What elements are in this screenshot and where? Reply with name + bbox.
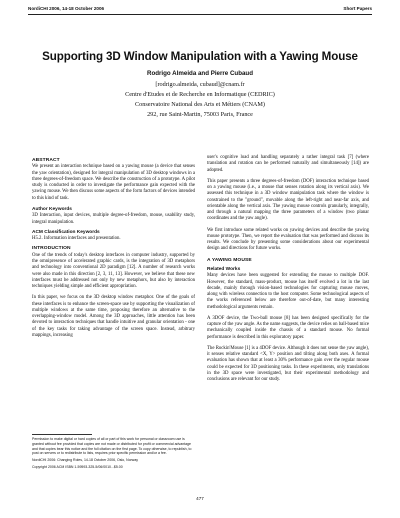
copyright-line: Copyright 2006 ACM ISBN 1-59593-325-5/06/0010...$5.00 bbox=[32, 464, 123, 469]
paper-title: Supporting 3D Window Manipulation with a Yawing Mouse bbox=[42, 50, 358, 63]
abstract-heading: ABSTRACT bbox=[32, 158, 60, 163]
introduction-paragraph-2: In this paper, we focus on the 3D desktop window metaphor. One of the goals of these interfaces is to enhance the screen-space use by supporting the visualization of multiple windows at the same time, proposing therefore an alternative to the overlapping-window model. Among the 3D approaches, little attention has been devoted to interaction techniques that handle intuitive and granular orientation - one of the key tasks for taking advantage of the screen space. Instead, arbitrary mappings, increasing bbox=[32, 295, 195, 338]
header-section: Short Papers bbox=[343, 6, 372, 11]
keywords-heading: Author Keywords bbox=[32, 206, 72, 212]
right-paragraph-3: We first introduce some related works on yawing devices and describe the yawing mouse prototype. Then, we report the evaluation that was performed and discuss its results. We conclude by presenting some considerations about our experimental design and directions for future works. bbox=[207, 227, 369, 252]
yawing-mouse-heading: A YAWING MOUSE bbox=[207, 257, 252, 263]
right-paragraph-2: This paper presents a three degrees-of-freedom (DOF) interaction technique based on a yawing mouse (i.e., a mouse that senses rotation along its vertical axis). We assessed this technique in a 3D window manipulation task where the window is constrained to the "ground", movable along the left-right and near-far axis, and orientable along the vertical axis. The yawing mouse controls granularly, integrally, and through a natural mapping the three parameters of a window (two planar coordinates and the yaw angle). bbox=[207, 178, 369, 222]
acm-text: H5.2. Information interfaces and presentation. bbox=[32, 236, 121, 242]
permission-notice bbox=[32, 434, 195, 472]
paper-authors: Rodrigo Almeida and Pierre Cubaud bbox=[146, 70, 253, 77]
affiliation-address: 292, rue Saint-Martin, 75003 Paris, France bbox=[147, 111, 253, 118]
acm-heading: ACM Classification Keywords bbox=[32, 229, 100, 235]
affiliation-lab: Centre d'Etudes et de Recherche en Informatique (CEDRIC) bbox=[125, 91, 275, 98]
introduction-heading: INTRODUCTION bbox=[32, 246, 71, 252]
related-works-paragraph-3: The Rockin'Mouse [1] is a 4DOF device. Although it does not sense the yaw angle), it senses relative standard <X, Y> position and tilting along both axes. A formal evaluation has shown that at least a 30% performance gain over the regular mouse could be expected for 3D positioning tasks. In these experiments, only translations in the 3D space were investigated, but their experimental methodology and conclusions are relevant for our study. bbox=[207, 345, 369, 383]
permission-text: Permission to make digital or hard copies of all or part of this work for personal or classroom use is granted without fee provided that copies are not made or distributed for profit or commercial advantage and that copies bear this notice and the full citation on the first page. To copy otherwise, to republish, to post on servers or to redistribute to lists, requires prior specific permission and/or a fee. bbox=[32, 437, 192, 456]
right-column bbox=[207, 155, 369, 388]
introduction-paragraph-1: One of the trends of today's desktop interfaces in computer industry, supported by the omnipresence of accelerated graphic cards, is the integration of 3D metaphors and technology into conventional 2D paradigm [12]. A number of research works were also made in this direction [2, 3, 11, 13]. However, we believe that these new interfaces must be addressed not only by new metaphors, but also by interaction techniques yielding simple and efficient appropriation. bbox=[32, 252, 195, 290]
affiliation-institution: Conservatoire National des Arts et Métiers (CNAM) bbox=[135, 101, 265, 108]
running-header bbox=[28, 6, 372, 11]
related-works-paragraph-2: A 3DOF device, the Two-ball mouse [8] has been designed specifically for the capture of the yaw angle. As the name suggests, the device relies on ball-based mice mechanically coupled inside the chassis of a standard mouse. No formal performance is described in this exploratory paper. bbox=[207, 315, 369, 340]
header-rule bbox=[28, 14, 372, 15]
abstract-text: We present an interaction technique based on a yawing mouse (a device that senses the yaw orientation), designed for integral manipulation of 3D desktop windows in a three degrees-of-freedom space. We describe the construction of a prototype. A pilot study is conducted in order to investigate the performance gain expected with the yawing mouse. We then discuss some aspects of the form factors of devices intended to this kind of task. bbox=[32, 164, 195, 201]
header-venue: NordiCHI 2006, 14-18 October 2006 bbox=[28, 6, 105, 11]
related-works-heading: Related Works bbox=[207, 266, 241, 272]
related-works-paragraph-1: Many devices have been suggested for extending the mouse to multiple DOF. However, the standard, mass-product, mouse has itself evolved a lot in the last decade, mainly through vision-based technologies for capturing mouse moves, along with wireless connection to the host computer. Some technological aspects of the works referenced below are therefore out-of-date, but many interesting methodological arguments remain. bbox=[207, 273, 369, 310]
keywords-text: 3D Interaction, input devices, multiple degree-of-freedom, mouse, usability study, integral manipulation. bbox=[32, 213, 195, 225]
left-column bbox=[32, 155, 195, 344]
right-paragraph-1: user's cognitive load and handling separately a rather integral task [7] (where translation and rotation can be performed naturally and simultaneously [14]) are adopted. bbox=[207, 155, 369, 173]
permission-rule bbox=[32, 434, 92, 435]
conference-venue: NordiCHI 2006: Changing Roles, 14-18 October 2006, Oslo, Norway bbox=[32, 458, 139, 463]
author-emails: [rodrigo.almeida, cubaud]@cnam.fr bbox=[155, 81, 245, 88]
affiliation-block bbox=[40, 80, 360, 120]
page-number: 477 bbox=[196, 496, 204, 501]
